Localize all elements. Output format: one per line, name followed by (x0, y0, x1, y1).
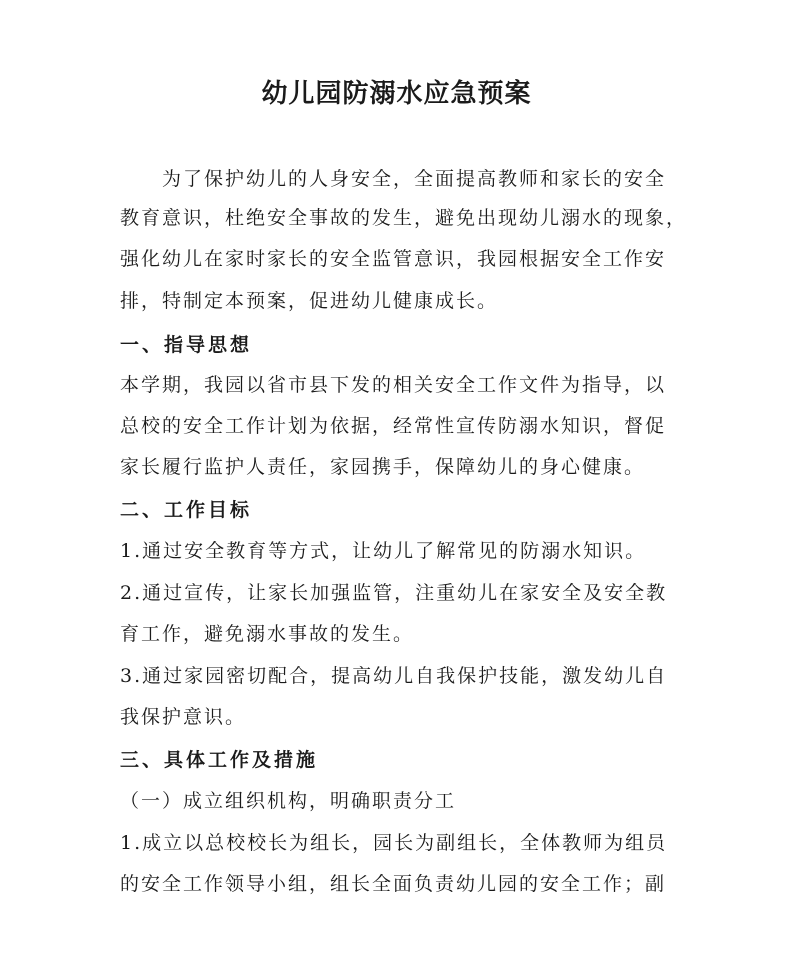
paragraph-line: 2.通过宣传，让家长加强监管，注重幼儿在家安全及安全教 (120, 582, 668, 604)
paragraph-line: 1.成立以总校校长为组长，园长为副组长，全体教师为组员 (120, 832, 668, 854)
paragraph-line: 育工作，避免溺水事故的发生。 (120, 623, 415, 645)
intro-line: 排，特制定本预案，促进幼儿健康成长。 (120, 290, 499, 312)
paragraph-line: 家长履行监护人责任，家园携手，保障幼儿的身心健康。 (120, 456, 646, 478)
document-title: 幼儿园防溺水应急预案 (261, 79, 532, 109)
subsection-heading: （一）成立组织机构，明确职责分工 (120, 790, 457, 812)
paragraph-line: 1.通过安全教育等方式，让幼儿了解常见的防溺水知识。 (120, 540, 647, 562)
intro-line: 为了保护幼儿的人身安全，全面提高教师和家长的安全 (162, 168, 667, 190)
section-heading-work-goals: 二、工作目标 (120, 499, 253, 521)
paragraph-line: 本学期，我园以省市县下发的相关安全工作文件为指导，以 (120, 374, 667, 396)
section-heading-measures: 三、具体工作及措施 (120, 749, 319, 771)
paragraph-line: 的安全工作领导小组，组长全面负责幼儿园的安全工作；副 (120, 873, 667, 895)
intro-line: 教育意识，杜绝安全事故的发生，避免出现幼儿溺水的现象， (120, 207, 688, 229)
paragraph-line: 我保护意识。 (120, 706, 247, 728)
intro-line: 强化幼儿在家时家长的安全监管意识，我园根据安全工作安 (120, 248, 667, 270)
paragraph-line: 总校的安全工作计划为依据，经常性宣传防溺水知识，督促 (120, 415, 667, 437)
section-heading-guiding-ideology: 一、指导思想 (120, 334, 253, 356)
paragraph-line: 3.通过家园密切配合，提高幼儿自我保护技能，激发幼儿自 (120, 665, 668, 687)
